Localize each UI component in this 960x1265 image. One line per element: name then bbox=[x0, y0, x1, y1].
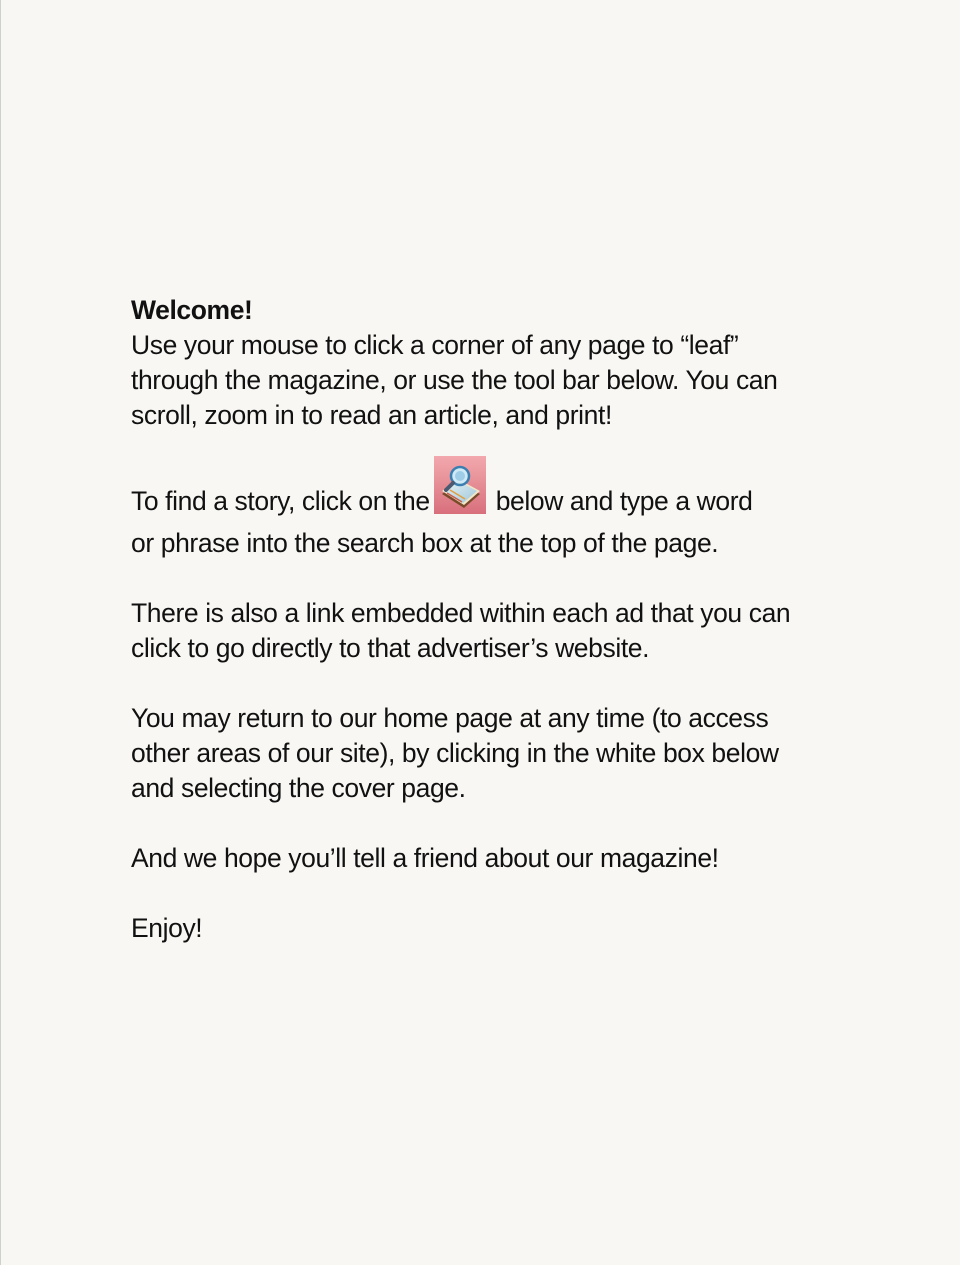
ads-line: There is also a link embedded within each ad that you can bbox=[131, 598, 791, 628]
search-instructions bbox=[131, 468, 851, 561]
search-text-before: To find a story, click on the bbox=[131, 486, 430, 516]
home-line: You may return to our home page at any time (to access bbox=[131, 703, 769, 733]
welcome-section bbox=[131, 293, 851, 433]
closing-paragraph bbox=[131, 911, 851, 946]
friend-line: And we hope you’ll tell a friend about our magazine! bbox=[131, 843, 719, 873]
ads-line: click to go directly to that advertiser’s website. bbox=[131, 633, 650, 663]
home-line: other areas of our site), by clicking in the white box below bbox=[131, 738, 779, 768]
search-line: or phrase into the search box at the top of the page. bbox=[131, 528, 719, 558]
search-text-after: below and type a word bbox=[495, 486, 753, 516]
search-line bbox=[131, 468, 851, 526]
home-paragraph bbox=[131, 701, 851, 806]
welcome-text bbox=[131, 293, 851, 981]
friend-paragraph bbox=[131, 841, 851, 876]
welcome-line: scroll, zoom in to read an article, and print! bbox=[131, 400, 612, 430]
welcome-line: Use your mouse to click a corner of any page to “leaf” bbox=[131, 330, 739, 360]
ads-paragraph bbox=[131, 596, 851, 666]
closing-line: Enjoy! bbox=[131, 913, 203, 943]
search-book-icon[interactable] bbox=[434, 456, 486, 514]
page-edge bbox=[0, 0, 1, 1265]
welcome-heading: Welcome! bbox=[131, 295, 253, 325]
welcome-line: through the magazine, or use the tool bar below. You can bbox=[131, 365, 778, 395]
home-line: and selecting the cover page. bbox=[131, 773, 466, 803]
